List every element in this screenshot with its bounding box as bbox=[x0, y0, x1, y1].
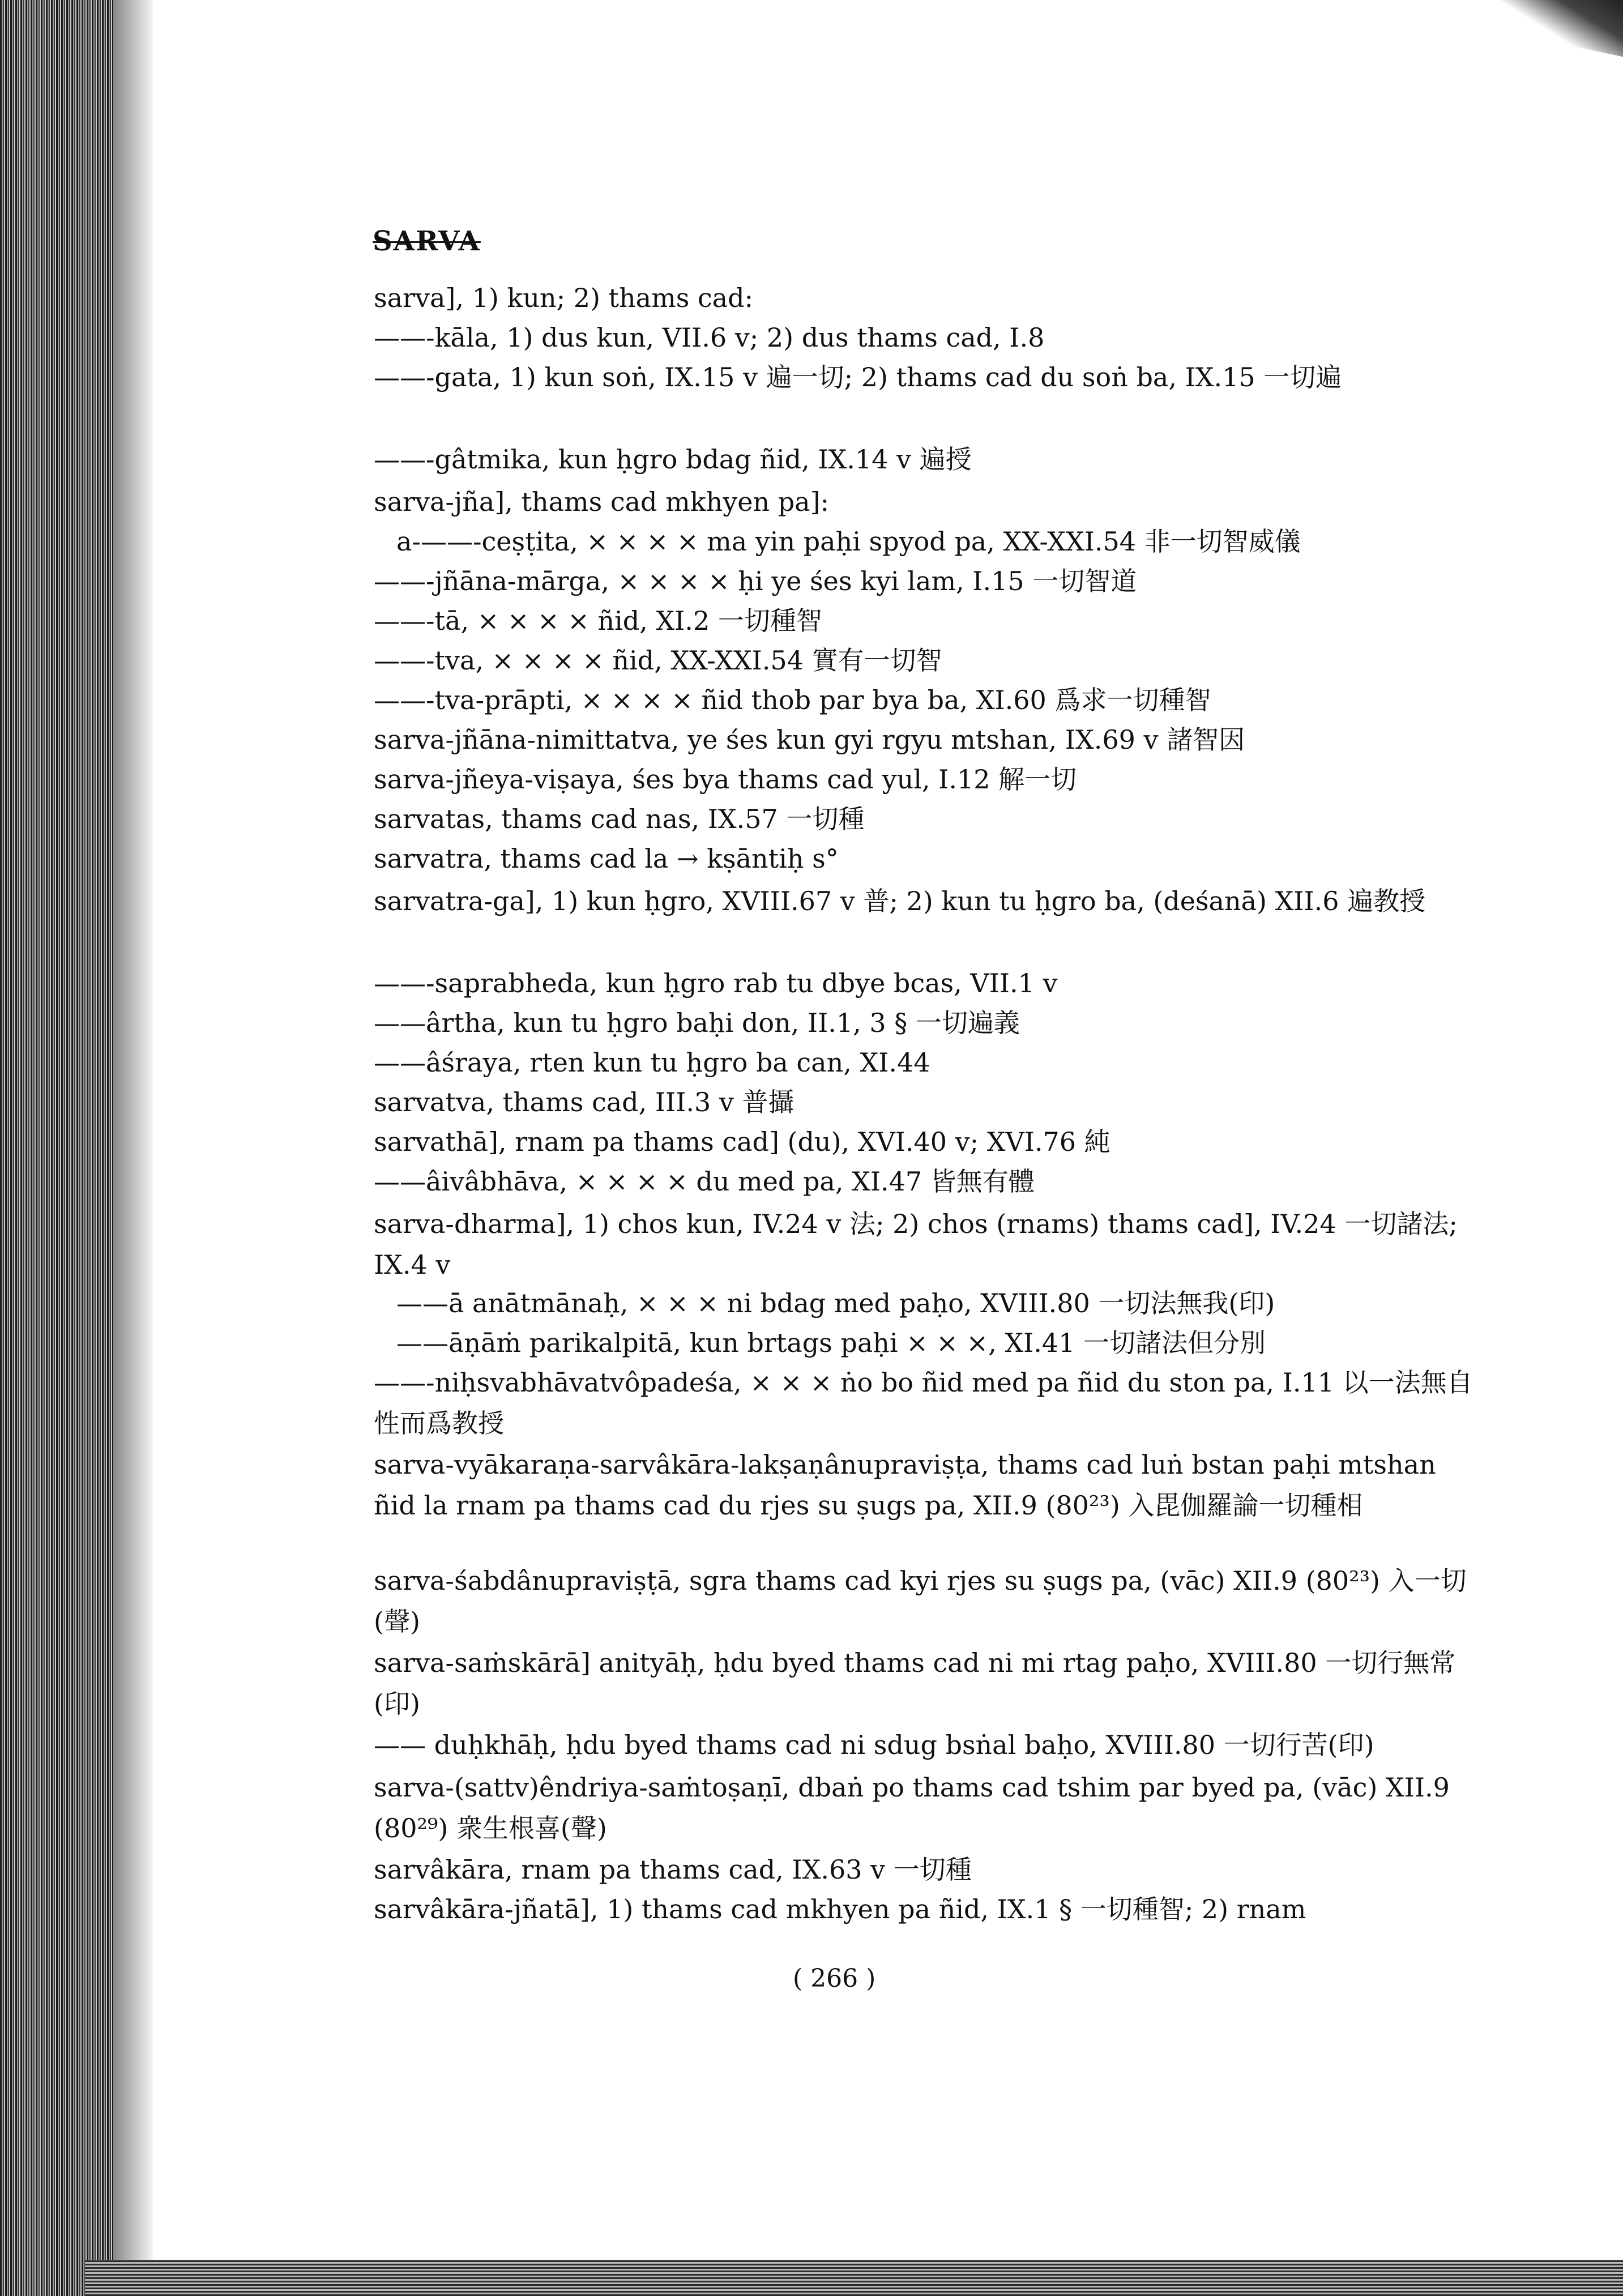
entry-line: —— duḥkhāḥ, ḥdu byed thams cad ni sdug bsṅal baḥo, XVIII.80 一切行苦(印) bbox=[374, 1730, 1374, 1760]
entry-line: ——-niḥsvabhāvatvôpadeśa, × × × ṅo bo ñid med pa ñid du ston pa, I.11 以一法無自性而爲教授 bbox=[374, 1367, 1473, 1439]
entry-line: sarva-jña], thams cad mkhyen pa]: bbox=[374, 486, 830, 517]
entry-line: sarvatas, thams cad nas, IX.57 一切種 bbox=[374, 804, 865, 834]
entry-line: sarvâkāra-jñatā], 1) thams cad mkhyen pa ñid, IX.1 § 一切種智; 2) rnam bbox=[374, 1894, 1306, 1924]
entry-line: ——āṇāṁ parikalpitā, kun brtags paḥi × × ×, XI.41 一切諸法但分別 bbox=[396, 1328, 1266, 1358]
entry-line: ——âśraya, rten kun tu ḥgro ba can, XI.44 bbox=[374, 1047, 930, 1078]
entry-line: ——-kāla, 1) dus kun, VII.6 v; 2) dus thams cad, I.8 bbox=[374, 322, 1045, 353]
entry-line: ——-jñāna-mārga, × × × × ḥi ye śes kyi lam, I.15 一切智道 bbox=[374, 566, 1137, 596]
entry-line: sarva-(sattv)êndriya-saṁtoṣaṇī, dbaṅ po thams cad tshim par byed pa, (vāc) XII.9 (80²⁹) 衆生根喜(聲) bbox=[374, 1772, 1450, 1843]
running-header: SARVA bbox=[373, 225, 481, 257]
entry-line: sarva-jñeya-viṣaya, śes bya thams cad yul, I.12 解一切 bbox=[374, 764, 1077, 795]
book-spine bbox=[0, 0, 113, 2296]
entry-line: sarvâkāra, rnam pa thams cad, IX.63 v 一切種 bbox=[374, 1854, 972, 1885]
entry-line: sarva-dharma], 1) chos kun, IV.24 v 法; 2) chos (rnams) thams cad], IV.24 一切諸法; IX.4 v bbox=[374, 1209, 1458, 1280]
entry-line: sarvatra-ga], 1) kun ḥgro, XVIII.67 v 普; 2) kun tu ḥgro ba, (deśanā) XII.6 遍教授 bbox=[374, 886, 1426, 916]
entry-line: sarva], 1) kun; 2) thams cad: bbox=[374, 283, 754, 313]
entry-line: sarva-vyākaraṇa-sarvâkāra-lakṣaṇânupraviṣṭa, thams cad luṅ bstan paḥi mtshan ñid la rnam pa thams cad du rjes su ṣugs pa, XII.9 (80²³) 入毘伽羅論一切種相 bbox=[374, 1449, 1436, 1521]
entry-line: sarva-śabdânupraviṣṭā, sgra thams cad kyi rjes su ṣugs pa, (vāc) XII.9 (80²³) 入一切(聲) bbox=[374, 1565, 1467, 1637]
page-corner bbox=[1493, 0, 1623, 60]
bottom-page-edge bbox=[85, 2260, 1623, 2296]
entry-line: ——-tva-prāpti, × × × × ñid thob par bya ba, XI.60 爲求一切種智 bbox=[374, 685, 1211, 715]
entry-line: sarvathā], rnam pa thams cad] (du), XVI.40 v; XVI.76 純 bbox=[374, 1126, 1111, 1157]
spine-shadow bbox=[113, 0, 153, 2296]
entry-line: ——-tā, × × × × ñid, XI.2 一切種智 bbox=[374, 605, 822, 636]
entry-line: ——ā anātmānaḥ, × × × ni bdag med paḥo, XVIII.80 一切法無我(印) bbox=[396, 1288, 1275, 1318]
entry-line: sarvatra, thams cad la → kṣāntiḥ s° bbox=[374, 843, 839, 874]
entry-line: ——-tva, × × × × ñid, XX-XXI.54 實有一切智 bbox=[374, 645, 942, 676]
entry-line: a-——-ceṣṭita, × × × × ma yin paḥi spyod pa, XX-XXI.54 非一切智威儀 bbox=[396, 526, 1301, 557]
entry-line: sarva-jñāna-nimittatva, ye śes kun gyi rgyu mtshan, IX.69 v 諸智因 bbox=[374, 724, 1245, 755]
entry-line: ——âivâbhāva, × × × × du med pa, XI.47 皆無有體 bbox=[374, 1166, 1035, 1197]
page-number: ( 266 ) bbox=[793, 1964, 876, 1993]
entry-line: ——-saprabheda, kun ḥgro rab tu dbye bcas, VII.1 v bbox=[374, 968, 1058, 998]
entry-line: ——-gata, 1) kun soṅ, IX.15 v 遍一切; 2) thams cad du soṅ ba, IX.15 一切遍 bbox=[374, 362, 1342, 392]
entry-line: sarvatva, thams cad, III.3 v 普攝 bbox=[374, 1087, 795, 1117]
entry-line: ——-gâtmika, kun ḥgro bdag ñid, IX.14 v 遍授 bbox=[374, 444, 972, 475]
entry-line: sarva-saṁskārā] anityāḥ, ḥdu byed thams cad ni mi rtag paḥo, XVIII.80 一切行無常(印) bbox=[374, 1648, 1456, 1719]
entry-line: ——ârtha, kun tu ḥgro baḥi don, II.1, 3 § 一切遍義 bbox=[374, 1008, 1020, 1038]
